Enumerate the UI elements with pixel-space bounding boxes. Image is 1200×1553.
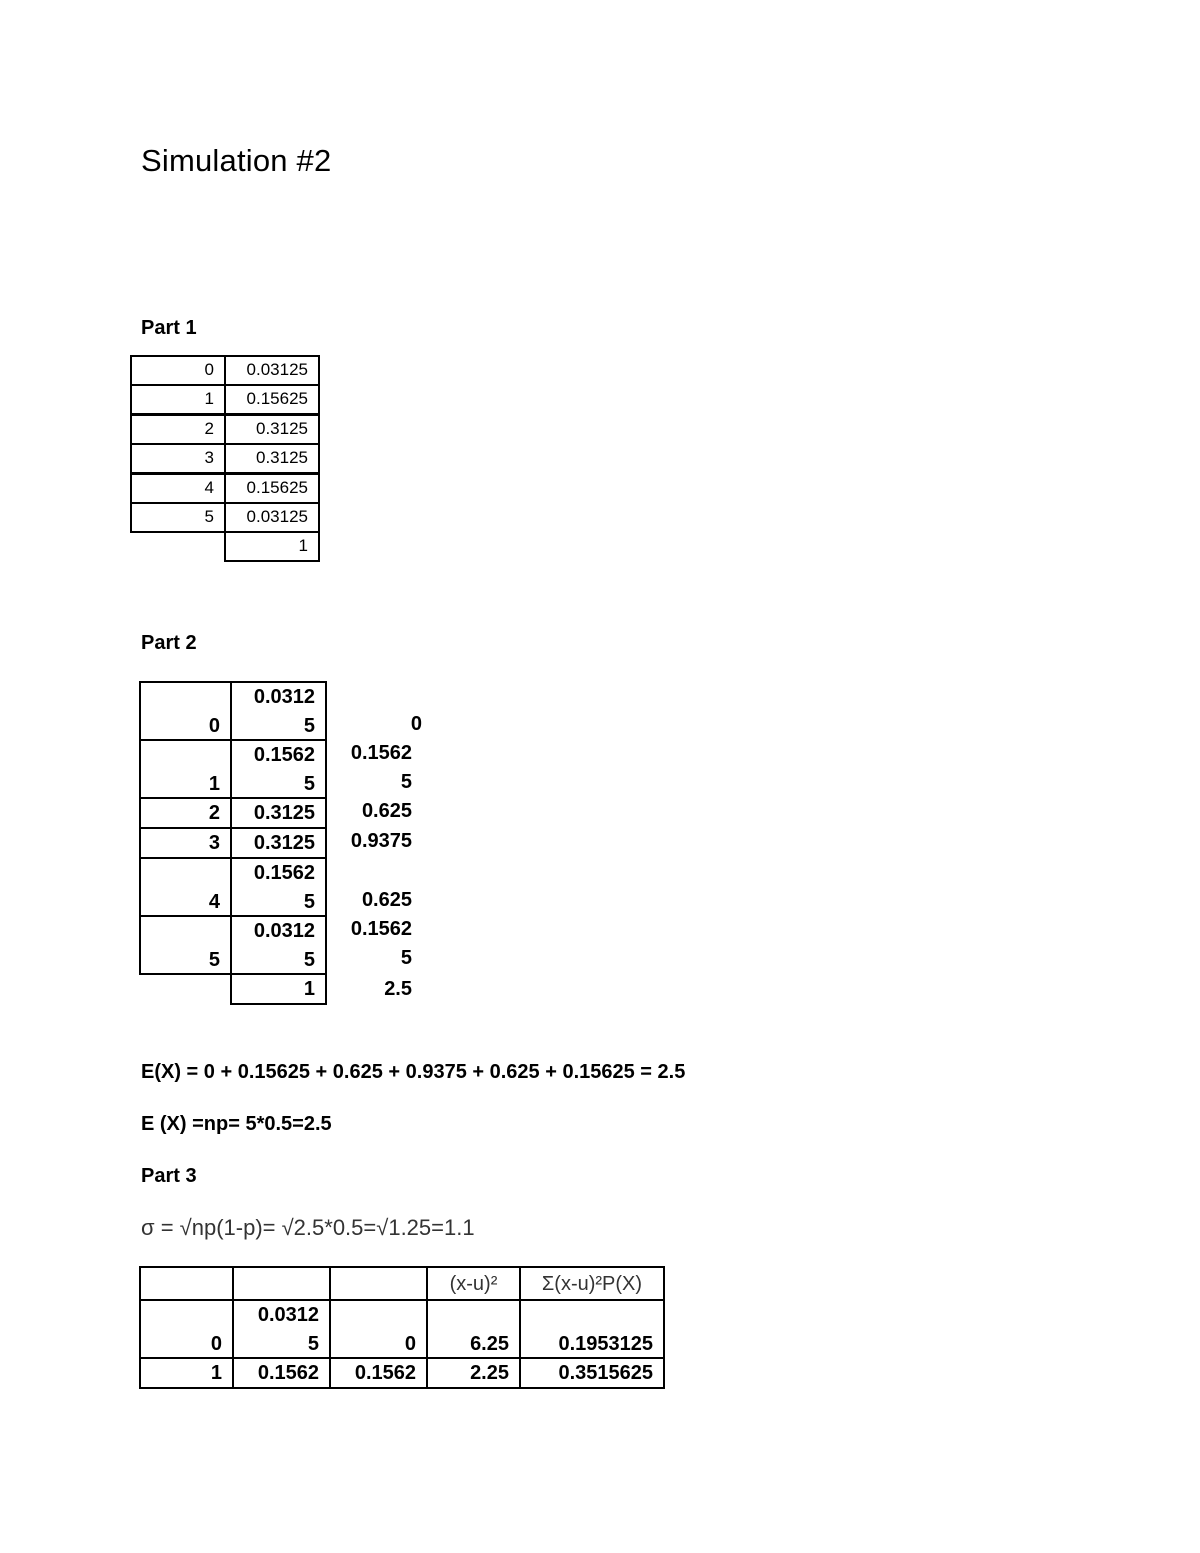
- part3-cell: 0.1953125: [519, 1299, 665, 1359]
- part1-x-cell: 2: [130, 414, 226, 445]
- part1-total-cell: 1: [224, 531, 320, 562]
- part2-xp-value: 0.1562 5: [350, 918, 412, 969]
- part2-x-cell: 4: [139, 857, 232, 917]
- part3-cell: 0.0312 5: [232, 1299, 331, 1359]
- part1-x-cell: 3: [130, 443, 226, 474]
- part2-xp-value: 0.625: [361, 800, 412, 822]
- part2-p-cell: 0.0312 5: [230, 915, 327, 975]
- part2-x-cell: 2: [139, 797, 232, 829]
- standard-deviation-formula: σ = √np(1-p)= √2.5*0.5=√1.25=1.1: [141, 1215, 475, 1240]
- page-title: Simulation #2: [141, 143, 332, 178]
- part3-cell: 1: [139, 1357, 234, 1389]
- part3-cell: 2.25: [426, 1357, 521, 1389]
- part2-p-cell: 0.0312 5: [230, 681, 327, 741]
- part2-p-cell: 0.1562 5: [230, 739, 327, 799]
- expected-value-sum-formula: E(X) = 0 + 0.15625 + 0.625 + 0.9375 + 0.625 + 0.15625 = 2.5: [141, 1061, 686, 1083]
- part1-x-cell: 4: [130, 473, 226, 504]
- part2-x-cell: 5: [139, 915, 232, 975]
- part2-total-xp-value: 2.5: [384, 978, 412, 1000]
- part3-heading: Part 3: [141, 1165, 197, 1187]
- part3-cell: 6.25: [426, 1299, 521, 1359]
- part2-xp-value: 0.9375: [350, 830, 412, 852]
- expected-value-np-formula: E (X) =np= 5*0.5=2.5: [141, 1113, 332, 1135]
- part1-p-cell: 0.15625: [224, 473, 320, 504]
- part3-header-squared-deviation: (x-u)²: [426, 1266, 521, 1301]
- part3-header-cell: [232, 1266, 331, 1301]
- part3-header-weighted-squared-deviation: Σ(x-u)²P(X): [519, 1266, 665, 1301]
- part3-cell: 0: [329, 1299, 428, 1359]
- part1-p-cell: 0.3125: [224, 443, 320, 474]
- part2-p-cell: 0.3125: [230, 827, 327, 859]
- part1-p-cell: 0.03125: [224, 502, 320, 533]
- part1-p-cell: 0.3125: [224, 414, 320, 445]
- part2-p-cell: 0.1562 5: [230, 857, 327, 917]
- part2-x-cell: 0: [139, 681, 232, 741]
- part1-p-cell: 0.03125: [224, 355, 320, 386]
- part1-x-cell: 1: [130, 384, 226, 415]
- part2-xp-value: 0.625: [361, 889, 412, 911]
- part3-header-cell: [139, 1266, 234, 1301]
- part2-x-cell: 3: [139, 827, 232, 859]
- part2-x-cell: 1: [139, 739, 232, 799]
- part2-xp-value: 0.1562 5: [350, 742, 412, 793]
- part3-cell: 0.1562: [232, 1357, 331, 1389]
- part2-heading: Part 2: [141, 632, 197, 654]
- part3-header-cell: [329, 1266, 428, 1301]
- part2-xp-value: 0: [410, 713, 422, 735]
- part2-p-cell: 0.3125: [230, 797, 327, 829]
- part3-cell: 0: [139, 1299, 234, 1359]
- part2-total-p-cell: 1: [230, 973, 327, 1005]
- part1-heading: Part 1: [141, 317, 197, 339]
- part1-x-cell: 0: [130, 355, 226, 386]
- part3-cell: 0.1562: [329, 1357, 428, 1389]
- part3-cell: 0.3515625: [519, 1357, 665, 1389]
- part1-x-cell: 5: [130, 502, 226, 533]
- part1-p-cell: 0.15625: [224, 384, 320, 415]
